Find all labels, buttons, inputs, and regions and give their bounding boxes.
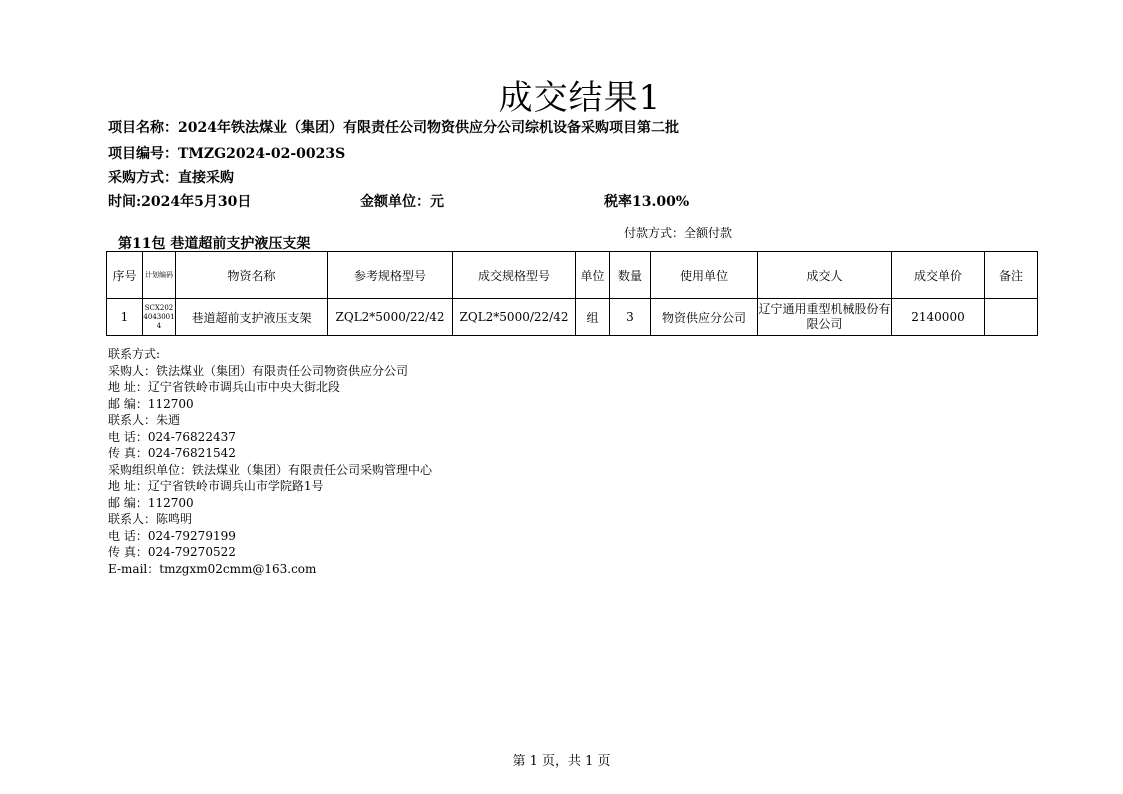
- project-name: 项目名称：2024年铁法煤业（集团）有限责任公司物资供应分公司综机设备采购项目第二批: [108, 120, 679, 136]
- cell-supplier: 辽宁通用重型机械股份有限公司: [758, 299, 892, 336]
- purchaser-postcode: 邮 编：112700: [108, 396, 194, 411]
- header-deal-spec: 成交规格型号: [453, 252, 576, 299]
- amount-unit: 金额单位：元: [360, 194, 444, 210]
- cell-user-unit: 物资供应分公司: [651, 299, 758, 336]
- purchaser-contact-person: 联系人：朱迺: [108, 413, 181, 427]
- cell-plan-code: SCX20240430014: [143, 299, 176, 336]
- cell-material-name: 巷道超前支护液压支架: [176, 299, 328, 336]
- date-line: 时间:2024年5月30日: [108, 194, 252, 210]
- purchaser-phone: 电 话：024-76822437: [108, 429, 236, 444]
- header-ref-spec: 参考规格型号: [328, 252, 453, 299]
- table-row: [107, 299, 1038, 336]
- header-unit: 单位: [576, 252, 610, 299]
- header-seq: 序号: [107, 252, 143, 299]
- page-title: 成交结果1: [498, 78, 662, 118]
- project-code: 项目编号：TMZG2024-02-0023S: [108, 146, 346, 162]
- cell-quantity: 3: [610, 299, 651, 336]
- table-header-row: [107, 252, 1038, 299]
- organizer-address: 地 址：辽宁省铁岭市调兵山市学院路1号: [108, 479, 324, 493]
- purchaser-line: 采购人：铁法煤业（集团）有限责任公司物资供应分公司: [108, 363, 409, 378]
- cell-unit: 组: [576, 299, 610, 336]
- package-title: 第11包 巷道超前支护液压支架: [118, 236, 311, 252]
- purchaser-fax: 传 真：024-76821542: [108, 446, 236, 460]
- organizer-fax: 传 真：024-79270522: [108, 545, 236, 559]
- header-supplier: 成交人: [758, 252, 892, 299]
- organizer-phone: 电 话：024-79279199: [108, 528, 236, 543]
- cell-ref-spec: ZQL2*5000/22/42: [328, 299, 453, 336]
- page-footer: 第 1 页，共 1 页: [512, 754, 611, 769]
- results-table: [106, 251, 1038, 336]
- organizer-line: 采购组织单位：铁法煤业（集团）有限责任公司采购管理中心: [108, 462, 433, 477]
- header-material-name: 物资名称: [176, 252, 328, 299]
- header-remark: 备注: [985, 252, 1038, 299]
- purchase-method: 采购方式：直接采购: [108, 170, 234, 186]
- cell-remark: [985, 299, 1038, 336]
- header-plan-code: 计划编码: [143, 252, 176, 299]
- organizer-email: E-mail：tmzgxm02cmm@163.com: [108, 561, 317, 576]
- purchaser-address: 地 址：辽宁省铁岭市调兵山市中央大街北段: [108, 380, 340, 394]
- cell-seq: 1: [107, 299, 143, 336]
- contact-heading: 联系方式:: [108, 347, 161, 361]
- contact-section: [108, 346, 432, 577]
- payment-method: 付款方式：全额付款: [624, 226, 733, 240]
- header-quantity: 数量: [610, 252, 651, 299]
- header-user-unit: 使用单位: [651, 252, 758, 299]
- header-unit-price: 成交单价: [892, 252, 985, 299]
- organizer-contact-person: 联系人：陈鸣明: [108, 512, 193, 526]
- cell-deal-spec: ZQL2*5000/22/42: [453, 299, 576, 336]
- organizer-postcode: 邮 编：112700: [108, 495, 194, 510]
- tax-rate: 税率13.00%: [604, 194, 690, 210]
- cell-unit-price: 2140000: [892, 299, 985, 336]
